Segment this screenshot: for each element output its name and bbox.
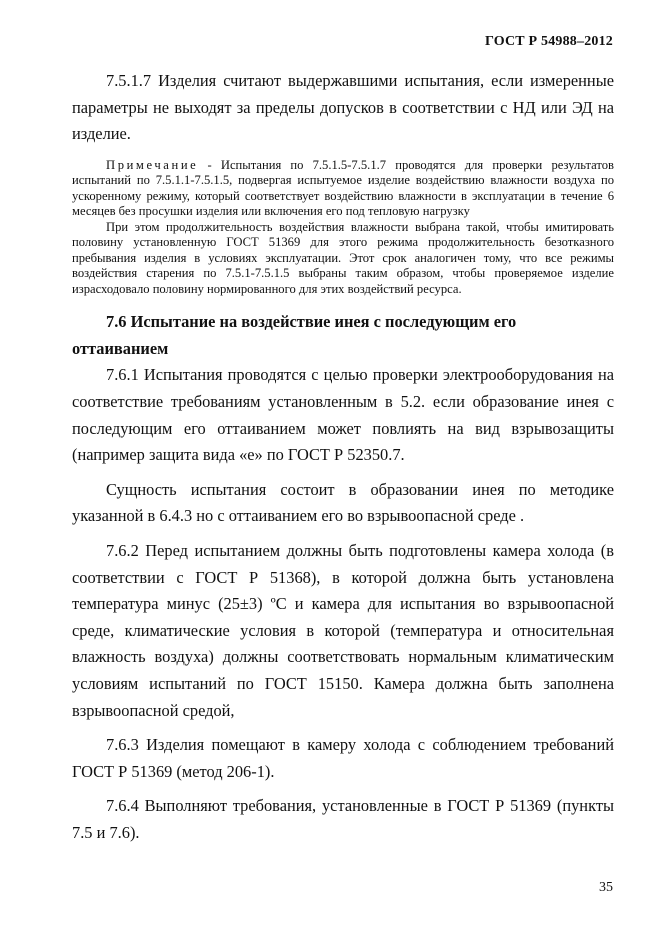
paragraph-test-essence: Сущность испытания состоит в образовании инея по методике указанной в 6.4.3 но с оттаиванием его во взрывоопасной среде . <box>72 479 614 526</box>
note-paragraph-1 <box>72 158 614 220</box>
document-body <box>72 68 614 847</box>
page-number: 35 <box>599 880 613 895</box>
note-paragraph-2: При этом продолжительность воздействия влажности выбрана такой, чтобы имитировать половину установленную ГОСТ 51369 для этого режима продолжительность безотказного пребывания изделия в условиях эксплуатации. Этот срок аналогичен тому, что все режимы воздействия старения по 7.5.1-7.5.1.5 выбраны таким образом, чтобы проверяемое изделие израсходовало половину нормированного для этих воздействий ресурса. <box>72 219 614 296</box>
paragraph-7-6-4: 7.6.4 Выполняют требования, установленные в ГОСТ Р 51369 (пункты 7.5 и 7.6). <box>72 796 614 842</box>
note-label: Примечание <box>106 157 199 172</box>
paragraph-7-5-1-7: 7.5.1.7 Изделия считают выдержавшими испытания, если измеренные параметры не выходят за пределы допусков в соответствии с НД или ЭД на изделие. <box>72 71 614 144</box>
paragraph-7-6-3: 7.6.3 Изделия помещают в камеру холода с соблюдением требований ГОСТ Р 51369 (метод 206-1). <box>72 735 614 781</box>
section-heading-7-6: 7.6 Испытание на воздействие инея с последующим его оттаиванием <box>72 312 517 358</box>
document-header: ГОСТ Р 54988–2012 <box>484 34 613 49</box>
note-1-text: - Испытания по 7.5.1.5-7.5.1.7 проводятся для проверки результатов испытаний по 7.5.1.1-7.5.1.5, подвергая испытуемое изделие воздействию влажности воздуха по ускоренному режиму, который соответствует воздействию влажности в эксплуатации в течение 6 месяцев без просушки изделия или включения его под тепловую нагрузку <box>72 157 614 219</box>
paragraph-7-6-1: 7.6.1 Испытания проводятся с целью проверки электрооборудования на соответствие требованиям установленным в 5.2. если образование инея с последующим его оттаиванием может повлиять на вид взрывозащиты (например защита вида «е» по ГОСТ Р 52350.7. <box>72 365 614 465</box>
paragraph-7-6-2: 7.6.2 Перед испытанием должны быть подготовлены камера холода (в соответствии с ГОСТ Р 51368), в которой должна быть установлена температура минус (25±3) ºС и камера для испытания во взрывоопасной среде, климатические условия в которой (температура и относительная влажность воздуха) должны соответствовать нормальным климатическим условиям испытаний по ГОСТ 15150. Камера должна быть заполнена взрывоопасной средой, <box>72 541 614 720</box>
